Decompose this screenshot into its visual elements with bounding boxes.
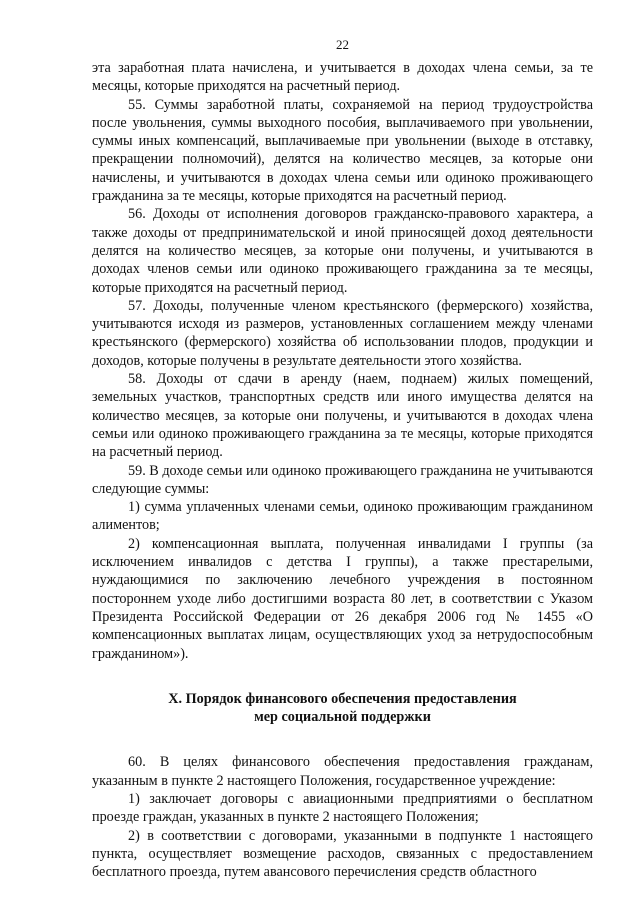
paragraphs-before bbox=[92, 59, 593, 663]
paragraph-59: 59. В доходе семьи или одиноко проживающего гражданина не учитываются следующие суммы: bbox=[92, 462, 593, 497]
paragraph-56: 56. Доходы от исполнения договоров гражданско-правового характера, а также доходы от предпринимательской и иной приносящей доход деятельности делятся на количество месяцев, за которые они получены, и учитываются в доходах членов семьи или одиноко проживающего гражданина за те месяцы, которые приходятся на расчетный период. bbox=[92, 206, 593, 296]
paragraph-57: 57. Доходы, полученные членом крестьянского (фермерского) хозяйства, учитываются исходя из размеров, установленных соглашением между членами крестьянского (фермерского) хозяйства об использовании плодов, продукции и доходов, которые получены в результате деятельности этого хозяйства. bbox=[92, 297, 593, 369]
paragraphs-after bbox=[92, 753, 593, 881]
paragraph-60-item-1: 1) заключает договоры с авиационными предприятиями о бесплатном проезде граждан, указанных в пункте 2 настоящего Положения; bbox=[92, 790, 593, 826]
paragraph-58: 58. Доходы от сдачи в аренду (наем, поднаем) жилых помещений, земельных участков, транспортных средств или иного имущества делятся на количество месяцев, за которые они получены, и учитываются в доходах члена семьи или одиноко проживающего гражданина за те месяцы, которые приходятся на расчетный период. bbox=[92, 371, 593, 461]
paragraph: эта заработная плата начислена, и учитывается в доходах члена семьи, за те месяцы, которые приходятся на расчетный период. bbox=[92, 60, 593, 95]
section-heading-line-1: X. Порядок финансового обеспечения предоставления bbox=[168, 690, 517, 707]
paragraph-60-item-2: 2) в соответствии с договорами, указанными в подпункте 1 настоящего пункта, осуществляет возмещение расходов, связанных с предоставлением бесплатного проезда, путем авансового перечисления средств областного bbox=[92, 827, 593, 881]
paragraph-59-item-2: 2) компенсационная выплата, полученная инвалидами I группы (за исключением инвалидов с детства I группы), а также престарелыми, нуждающимися по заключению лечебного учреждения в постоянном постороннем уходе либо достигшими возраста 80 лет, в соответствии с Указом Президента Российской Федерации от 26 декабря 2006 год № 1455 «О компенсационных выплатах лицам, осуществляющих уход за нетрудоспособным гражданином»). bbox=[92, 535, 593, 662]
document-page bbox=[92, 37, 593, 881]
paragraph-60: 60. В целях финансового обеспечения предоставления гражданам, указанным в пункте 2 настоящего Положения, государственное учреждение: bbox=[92, 754, 593, 789]
section-heading-line-2: мер социальной поддержки bbox=[254, 709, 431, 726]
paragraph-55: 55. Суммы заработной платы, сохраняемой на период трудоустройства после увольнения, суммы выходного пособия, выплачиваемого при увольнении, суммы иных компенсаций, выплачиваемые при увольнении (выходе в отставку, прекращении полномочий), делятся на количество месяцев, за которые они начислены, и учитываются в доходах члена семьи или одиноко проживающего гражданина за те месяцы, которые приходятся на расчетный период. bbox=[92, 96, 593, 205]
paragraph-59-item-1: 1) сумма уплаченных членами семьи, одиноко проживающим гражданином алиментов; bbox=[92, 499, 593, 534]
page-number: 22 bbox=[336, 37, 349, 52]
section-heading bbox=[92, 690, 593, 727]
